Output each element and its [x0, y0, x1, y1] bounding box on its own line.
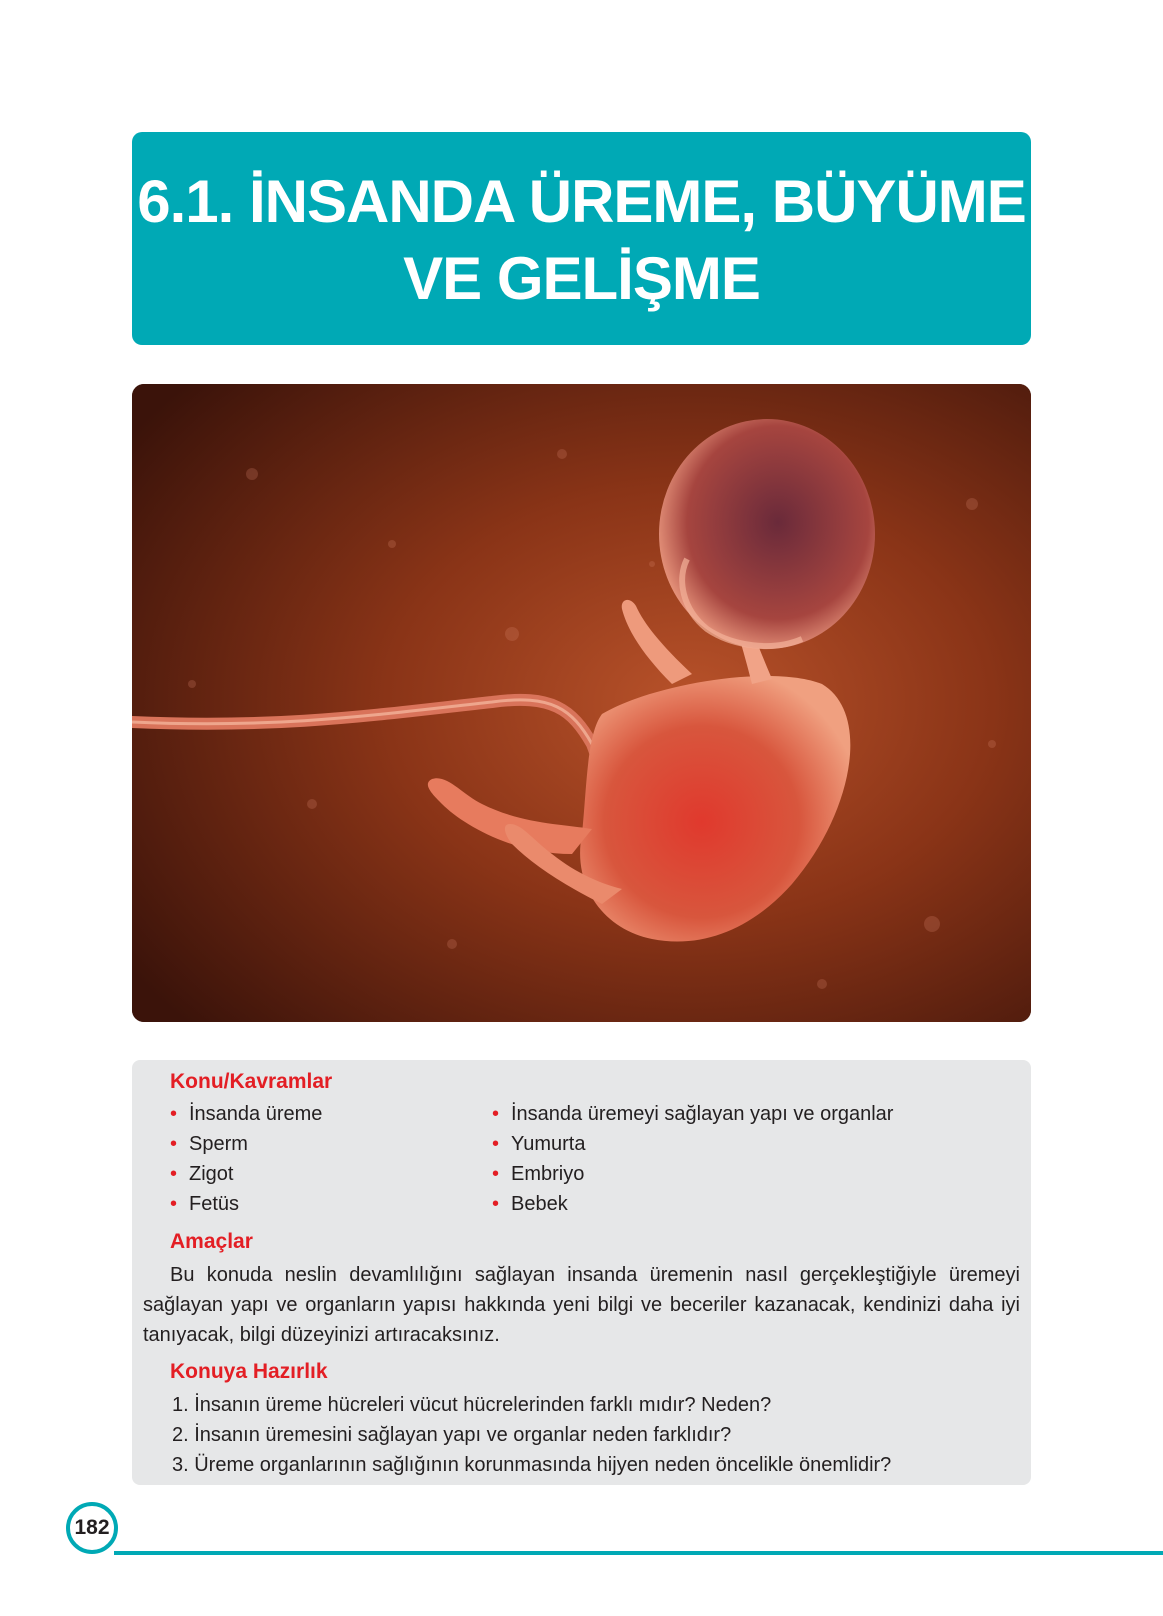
goals-heading: Amaçlar — [170, 1230, 253, 1253]
bullet-icon: • — [170, 1133, 178, 1155]
chapter-title-banner — [132, 132, 1031, 345]
goals-paragraph: Bu konuda neslin devamlılığını sağlayan insanda üremenin nasıl gerçekleştiğiyle üremeyi sağlayan yapı ve organların yapısı hakkında yeni bilgi ve beceriler kazanacak, kendinizi daha iyi tanıyacak, bilgi düzeyinizi artıracaksınız. — [143, 1264, 1020, 1346]
topics-list-right — [492, 1099, 893, 1219]
chapter-title-line1: 6.1. İNSANDA ÜREME, BÜYÜME — [137, 168, 1026, 235]
list-item: • Embriyo — [492, 1159, 893, 1189]
list-item: 3. Üreme organlarının sağlığının korunmasında hijyen neden öncelikle önemlidir? — [172, 1454, 892, 1476]
list-item: • İnsanda üreme — [170, 1099, 322, 1129]
topic-summary-panel — [132, 1060, 1031, 1485]
list-item: 2. İnsanın üremesini sağlayan yapı ve organlar neden farklıdır? — [172, 1424, 732, 1446]
bullet-icon: • — [170, 1163, 178, 1185]
bullet-icon: • — [492, 1133, 500, 1155]
preparation-heading: Konuya Hazırlık — [170, 1360, 328, 1383]
chapter-title-line2: VE GELİŞME — [403, 245, 760, 312]
topics-list-left — [170, 1099, 322, 1219]
list-item: • Zigot — [170, 1159, 322, 1189]
bullet-icon: • — [492, 1103, 500, 1125]
embryo-illustration-icon — [132, 384, 1031, 1022]
page-number: 182 — [66, 1502, 118, 1554]
preparation-questions — [172, 1390, 891, 1480]
bullet-icon: • — [170, 1193, 178, 1215]
topics-heading: Konu/Kavramlar — [170, 1070, 333, 1093]
list-item: 1. İnsanın üreme hücreleri vücut hücrelerinden farklı mıdır? Neden? — [172, 1394, 772, 1416]
bullet-icon: • — [492, 1193, 500, 1215]
list-item: • Sperm — [170, 1129, 322, 1159]
footer-rule — [114, 1551, 1163, 1555]
list-item: • Bebek — [492, 1189, 893, 1219]
bullet-icon: • — [492, 1163, 500, 1185]
list-item: • İnsanda üremeyi sağlayan yapı ve organlar — [492, 1099, 893, 1129]
list-item: • Fetüs — [170, 1189, 322, 1219]
bullet-icon: • — [170, 1103, 178, 1125]
list-item: • Yumurta — [492, 1129, 893, 1159]
